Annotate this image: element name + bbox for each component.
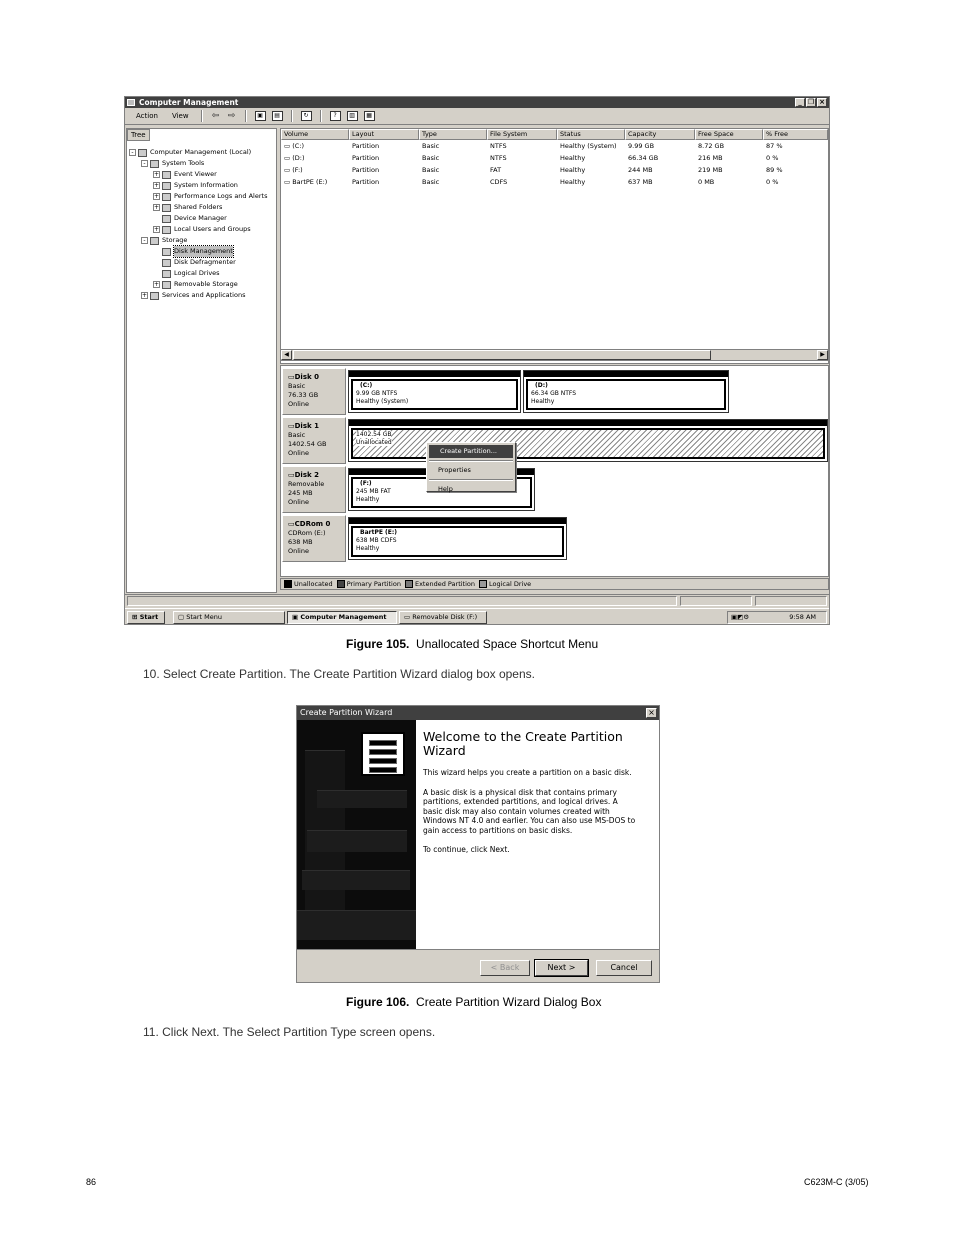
close-icon[interactable]: × <box>646 708 657 718</box>
disk-name: Disk 0 <box>294 373 319 381</box>
table-row[interactable] <box>281 176 828 188</box>
tree-node-label: Logical Drives <box>174 269 220 277</box>
column-header[interactable]: Status <box>557 129 625 140</box>
wizard-continue-hint: To continue, click Next. <box>423 845 510 854</box>
table-cell: (C:) <box>292 142 305 150</box>
tree-node-icon <box>150 292 159 300</box>
disk-info: 638 MB <box>288 538 313 546</box>
export-list-icon[interactable]: ▦ <box>364 111 375 121</box>
system-tray <box>727 611 827 624</box>
disk-info: Online <box>288 449 309 457</box>
partition-line1: 66.34 GB NTFS <box>531 390 577 397</box>
table-cell-wrap <box>349 152 419 164</box>
tree-node-label: Performance Logs and Alerts <box>174 192 268 200</box>
table-cell-wrap <box>487 140 557 152</box>
disk-name: Disk 2 <box>294 471 319 479</box>
tree-node-icon <box>138 149 147 157</box>
table-cell: 66.34 GB <box>628 154 659 162</box>
table-cell-wrap <box>625 152 695 164</box>
expand-icon[interactable]: + <box>154 182 160 189</box>
table-cell-wrap <box>695 152 763 164</box>
back-arrow-icon[interactable]: ⇦ <box>211 110 220 121</box>
table-cell: NTFS <box>490 142 507 150</box>
scroll-right-icon[interactable]: ▶ <box>817 350 828 360</box>
wizard-intro: This wizard helps you create a partition on a basic disk. <box>423 768 632 777</box>
legend-primary: Primary Partition <box>337 580 401 588</box>
tree-node-label: Services and Applications <box>162 291 246 299</box>
cancel-button[interactable]: Cancel <box>596 960 652 976</box>
tree-node[interactable] <box>129 235 277 246</box>
tree-node-icon <box>162 182 171 190</box>
tree-node[interactable] <box>129 202 277 213</box>
partition-line1: 1402.54 GB <box>356 431 392 438</box>
wizard-description: A basic disk is a physical disk that contains primary partitions, extended partitions, and logical drives. A basic disk may also contain volumes created with Windows NT 4.0 and earlier. You can also use MS-DOS to gain access to partitions on basic disks. <box>423 787 636 835</box>
table-cell-wrap <box>419 152 487 164</box>
table-cell-wrap <box>763 140 828 152</box>
tree-node-label: System Tools <box>162 159 205 167</box>
drive-icon: ▭ <box>284 154 293 162</box>
partition-title: BartPE (E:) <box>360 529 398 536</box>
disk-legend <box>280 578 829 590</box>
table-cell: 87 % <box>766 142 783 150</box>
expand-icon[interactable]: + <box>154 171 160 178</box>
table-cell: Partition <box>352 142 380 150</box>
refresh-icon[interactable]: ↻ <box>301 111 312 121</box>
table-cell-wrap <box>281 140 349 152</box>
table-cell-wrap <box>557 152 625 164</box>
wizard-heading: Welcome to the Create Partition Wizard <box>423 729 623 758</box>
disk-info: 245 MB <box>288 489 313 497</box>
table-cell: NTFS <box>490 154 507 162</box>
partition-bar <box>349 371 520 377</box>
partition-body <box>351 428 825 459</box>
menu-action[interactable]: Action <box>136 112 158 120</box>
column-header[interactable]: Layout <box>349 129 419 140</box>
tree-node[interactable] <box>129 279 277 290</box>
document-id: C623M-C (3/05) <box>804 1177 869 1187</box>
table-cell-wrap <box>349 140 419 152</box>
window-titlebar <box>125 97 829 108</box>
table-cell: 89 % <box>766 166 783 174</box>
table-cell: 0 % <box>766 154 779 162</box>
disk-icon: ▭ <box>288 422 295 430</box>
table-cell: 637 MB <box>628 178 653 186</box>
disk-row <box>282 515 829 562</box>
table-cell: 8.72 GB <box>698 142 725 150</box>
legend-unallocated: Unallocated <box>284 580 333 588</box>
table-cell: Basic <box>422 166 440 174</box>
partition-title: (F:) <box>360 480 372 487</box>
tree-node[interactable] <box>129 147 277 158</box>
step-11: 11. Click Next. The Select Partition Type screen opens. <box>143 1025 436 1039</box>
table-cell: CDFS <box>490 178 508 186</box>
table-cell: 244 MB <box>628 166 653 174</box>
tree-node-icon <box>150 237 159 245</box>
start-button[interactable]: ⊞ Start <box>127 611 165 624</box>
figure-106-caption: Figure 106. Create Partition Wizard Dialog Box <box>346 995 602 1009</box>
expand-icon[interactable]: + <box>154 226 160 233</box>
disk-icon: ▭ <box>288 373 295 381</box>
partition-bar <box>524 371 728 377</box>
wizard-title: Create Partition Wizard <box>300 708 393 717</box>
disk-icon: ▭ <box>288 471 295 479</box>
partition-title: (C:) <box>360 382 373 389</box>
tree-tab[interactable]: Tree <box>127 129 150 141</box>
disk-map <box>280 365 829 577</box>
tree-node-label: Device Manager <box>174 214 227 222</box>
create-partition-wizard-screenshot <box>296 705 660 983</box>
table-cell-wrap <box>281 176 349 188</box>
column-header[interactable]: File System <box>487 129 557 140</box>
table-cell-wrap <box>625 176 695 188</box>
table-cell: BartPE (E:) <box>292 178 328 186</box>
tree-node-label: Event Viewer <box>174 170 217 178</box>
table-cell: 9.99 GB <box>628 142 655 150</box>
menu-toolbar <box>125 108 829 125</box>
scroll-left-icon[interactable]: ◀ <box>281 350 292 360</box>
table-cell-wrap <box>763 164 828 176</box>
tree-node-label: Removable Storage <box>174 280 238 288</box>
taskbar-computer-management[interactable]: ▣ Computer Management <box>287 611 397 624</box>
legend-logical: Logical Drive <box>479 580 531 588</box>
drive-icon: ▭ <box>284 178 293 186</box>
tree-node-icon <box>162 248 171 256</box>
tree-node-icon <box>162 226 171 234</box>
partition-bar <box>349 518 566 524</box>
tree-node-label: Shared Folders <box>174 203 223 211</box>
tree-node[interactable] <box>129 246 277 257</box>
table-cell-wrap <box>763 176 828 188</box>
collapse-icon[interactable]: - <box>141 160 148 167</box>
tree-node-label: Disk Management <box>174 247 233 255</box>
partition-line1: 9.99 GB NTFS <box>356 390 398 397</box>
disk-label[interactable] <box>282 515 346 562</box>
column-header[interactable]: % Free <box>763 129 828 140</box>
disk-info: CDRom (E:) <box>288 529 326 537</box>
table-cell-wrap <box>349 176 419 188</box>
table-cell-wrap <box>557 176 625 188</box>
tree-node[interactable] <box>129 224 277 235</box>
close-button[interactable]: × <box>817 98 827 107</box>
tree-node[interactable] <box>129 158 277 169</box>
table-cell-wrap <box>487 176 557 188</box>
partition-body <box>351 379 518 410</box>
disk-name: CDRom 0 <box>294 520 331 528</box>
help-icon[interactable]: ? <box>330 111 341 121</box>
collapse-icon[interactable]: - <box>141 237 148 244</box>
wizard-button-bar <box>297 949 659 982</box>
volume-list <box>280 128 829 364</box>
tree-node-label: Computer Management (Local) <box>150 148 252 156</box>
table-cell-wrap <box>281 164 349 176</box>
partition-title: (D:) <box>535 382 548 389</box>
expand-icon[interactable]: + <box>154 281 160 288</box>
table-cell-wrap <box>557 164 625 176</box>
properties-icon[interactable]: ▥ <box>347 111 358 121</box>
collapse-icon[interactable]: - <box>129 149 136 156</box>
disk-icon: ▭ <box>288 520 295 528</box>
table-cell: Healthy <box>560 166 586 174</box>
disk-info: Online <box>288 498 309 506</box>
partition-body <box>351 526 564 557</box>
wizard-side-image <box>297 720 416 949</box>
disk-label[interactable] <box>282 368 346 415</box>
disk-name: Disk 1 <box>294 422 319 430</box>
partition-line2: Unallocated <box>356 439 392 446</box>
tree-node-icon <box>150 160 159 168</box>
taskbar-start-menu[interactable]: ▢ Start Menu <box>173 611 285 624</box>
partition-block[interactable] <box>348 370 521 413</box>
disk-info: Basic <box>288 431 306 439</box>
tree-node-label: Storage <box>162 236 188 244</box>
table-cell-wrap <box>695 140 763 152</box>
clock: 9:58 AM <box>789 613 816 621</box>
table-cell: 216 MB <box>698 154 723 162</box>
menu-view[interactable]: View <box>171 112 189 120</box>
table-cell: Partition <box>352 154 380 162</box>
partition-line2: Healthy (System) <box>356 398 409 405</box>
table-cell: 219 MB <box>698 166 723 174</box>
show-hide-tree-icon[interactable]: ▤ <box>272 111 283 121</box>
table-cell-wrap <box>419 176 487 188</box>
disk-row <box>282 368 829 415</box>
scrollbar-thumb[interactable] <box>293 350 711 360</box>
table-cell-wrap <box>695 164 763 176</box>
partition-bar <box>349 420 827 426</box>
tree-node-icon <box>162 171 171 179</box>
partition-line2: Healthy <box>531 398 555 405</box>
partition-line1: 638 MB CDFS <box>356 537 397 544</box>
table-cell-wrap <box>763 152 828 164</box>
table-cell: Healthy (System) <box>560 142 617 150</box>
table-cell: Partition <box>352 166 380 174</box>
wizard-titlebar <box>297 706 659 720</box>
table-cell-wrap <box>625 140 695 152</box>
tree-node-icon <box>162 215 171 223</box>
menu-properties[interactable]: Properties <box>438 466 471 474</box>
disk-row <box>282 417 829 464</box>
table-cell: (D:) <box>292 154 305 162</box>
unallocated-space[interactable] <box>348 419 828 462</box>
tree-node[interactable] <box>129 180 277 191</box>
drive-icon: ▭ <box>284 166 293 174</box>
window-title: Computer Management <box>139 98 239 107</box>
table-cell-wrap <box>487 164 557 176</box>
table-row[interactable] <box>281 164 828 176</box>
status-bar <box>125 594 829 606</box>
column-header[interactable]: Volume <box>281 129 349 140</box>
expand-icon[interactable]: + <box>154 204 160 211</box>
drive-icon: ▭ <box>284 142 293 150</box>
disk-row <box>282 466 829 513</box>
disk-label[interactable] <box>282 417 346 464</box>
tray-icons: ▣◩⚙ <box>731 613 750 621</box>
table-cell-wrap <box>625 164 695 176</box>
figure-105-caption: Figure 105. Unallocated Space Shortcut Menu <box>346 637 599 651</box>
disk-info: 1402.54 GB <box>288 440 327 448</box>
table-cell: FAT <box>490 166 502 174</box>
console-tree <box>129 147 277 301</box>
tree-node[interactable] <box>129 169 277 180</box>
column-header[interactable]: Type <box>419 129 487 140</box>
table-cell: Basic <box>422 154 440 162</box>
table-cell: 0 MB <box>698 178 715 186</box>
table-cell: Basic <box>422 178 440 186</box>
tree-node-label: Disk Defragmenter <box>174 258 236 266</box>
wizard-content <box>416 720 659 949</box>
minimize-button[interactable]: _ <box>795 98 805 107</box>
tree-node-icon <box>162 193 171 201</box>
computer-management-screenshot <box>124 96 830 625</box>
table-cell: Partition <box>352 178 380 186</box>
table-cell-wrap <box>695 176 763 188</box>
tree-node[interactable] <box>129 290 277 301</box>
taskbar <box>125 608 829 625</box>
disk-info: Online <box>288 547 309 555</box>
partition-body <box>526 379 726 410</box>
partition-block[interactable] <box>523 370 729 413</box>
expand-icon[interactable]: + <box>142 292 148 299</box>
tree-node-icon <box>162 204 171 212</box>
restore-button[interactable]: ❐ <box>807 98 815 106</box>
table-cell-wrap <box>487 152 557 164</box>
tree-node[interactable] <box>129 257 277 268</box>
table-cell: (F:) <box>292 166 303 174</box>
disk-info: Removable <box>288 480 325 488</box>
disk-stack-icon <box>361 732 405 776</box>
partition-line2: Healthy <box>356 545 380 552</box>
tree-node-label: Local Users and Groups <box>174 225 251 233</box>
column-header[interactable]: Capacity <box>625 129 695 140</box>
disk-info: 76.33 GB <box>288 391 319 399</box>
partition-line2: Healthy <box>356 496 380 503</box>
horizontal-scrollbar[interactable] <box>280 349 829 361</box>
table-cell-wrap <box>349 164 419 176</box>
table-row[interactable] <box>281 152 828 164</box>
volume-list-header <box>281 129 828 140</box>
table-cell: Basic <box>422 142 440 150</box>
forward-arrow-icon[interactable]: ⇨ <box>227 110 236 121</box>
table-cell-wrap <box>557 140 625 152</box>
back-button[interactable]: < Back <box>480 960 530 976</box>
computer-management-icon <box>127 99 135 106</box>
tree-node-icon <box>162 270 171 278</box>
next-button[interactable]: Next > <box>535 960 588 976</box>
column-header[interactable]: Free Space <box>695 129 763 140</box>
tree-node-icon <box>162 259 171 267</box>
table-cell-wrap <box>419 140 487 152</box>
tree-node-icon <box>162 281 171 289</box>
table-cell-wrap <box>281 152 349 164</box>
tree-node-label: System Information <box>174 181 238 189</box>
menu-create-partition[interactable]: Create Partition... <box>429 445 513 458</box>
table-cell: Healthy <box>560 178 586 186</box>
tree-node[interactable] <box>129 268 277 279</box>
table-row[interactable] <box>281 140 828 152</box>
partition-block[interactable] <box>348 517 567 560</box>
partition-line1: 245 MB FAT <box>356 488 391 495</box>
disk-info: Basic <box>288 382 306 390</box>
disk-label[interactable] <box>282 466 346 513</box>
tree-pane <box>126 128 277 593</box>
step-10: 10. Select Create Partition. The Create Partition Wizard dialog box opens. <box>143 667 535 681</box>
taskbar-removable-disk[interactable]: ▭ Removable Disk (F:) <box>399 611 487 624</box>
legend-extended: Extended Partition <box>405 580 475 588</box>
tree-node[interactable] <box>129 213 277 224</box>
table-cell: 0 % <box>766 178 779 186</box>
menu-help[interactable]: Help <box>438 485 453 493</box>
page-number: 86 <box>86 1177 97 1187</box>
table-cell: Healthy <box>560 154 586 162</box>
table-cell-wrap <box>419 164 487 176</box>
up-folder-icon[interactable]: ▣ <box>255 111 266 121</box>
context-menu <box>426 442 516 492</box>
expand-icon[interactable]: + <box>154 193 160 200</box>
disk-info: Online <box>288 400 309 408</box>
tree-node[interactable] <box>129 191 277 202</box>
